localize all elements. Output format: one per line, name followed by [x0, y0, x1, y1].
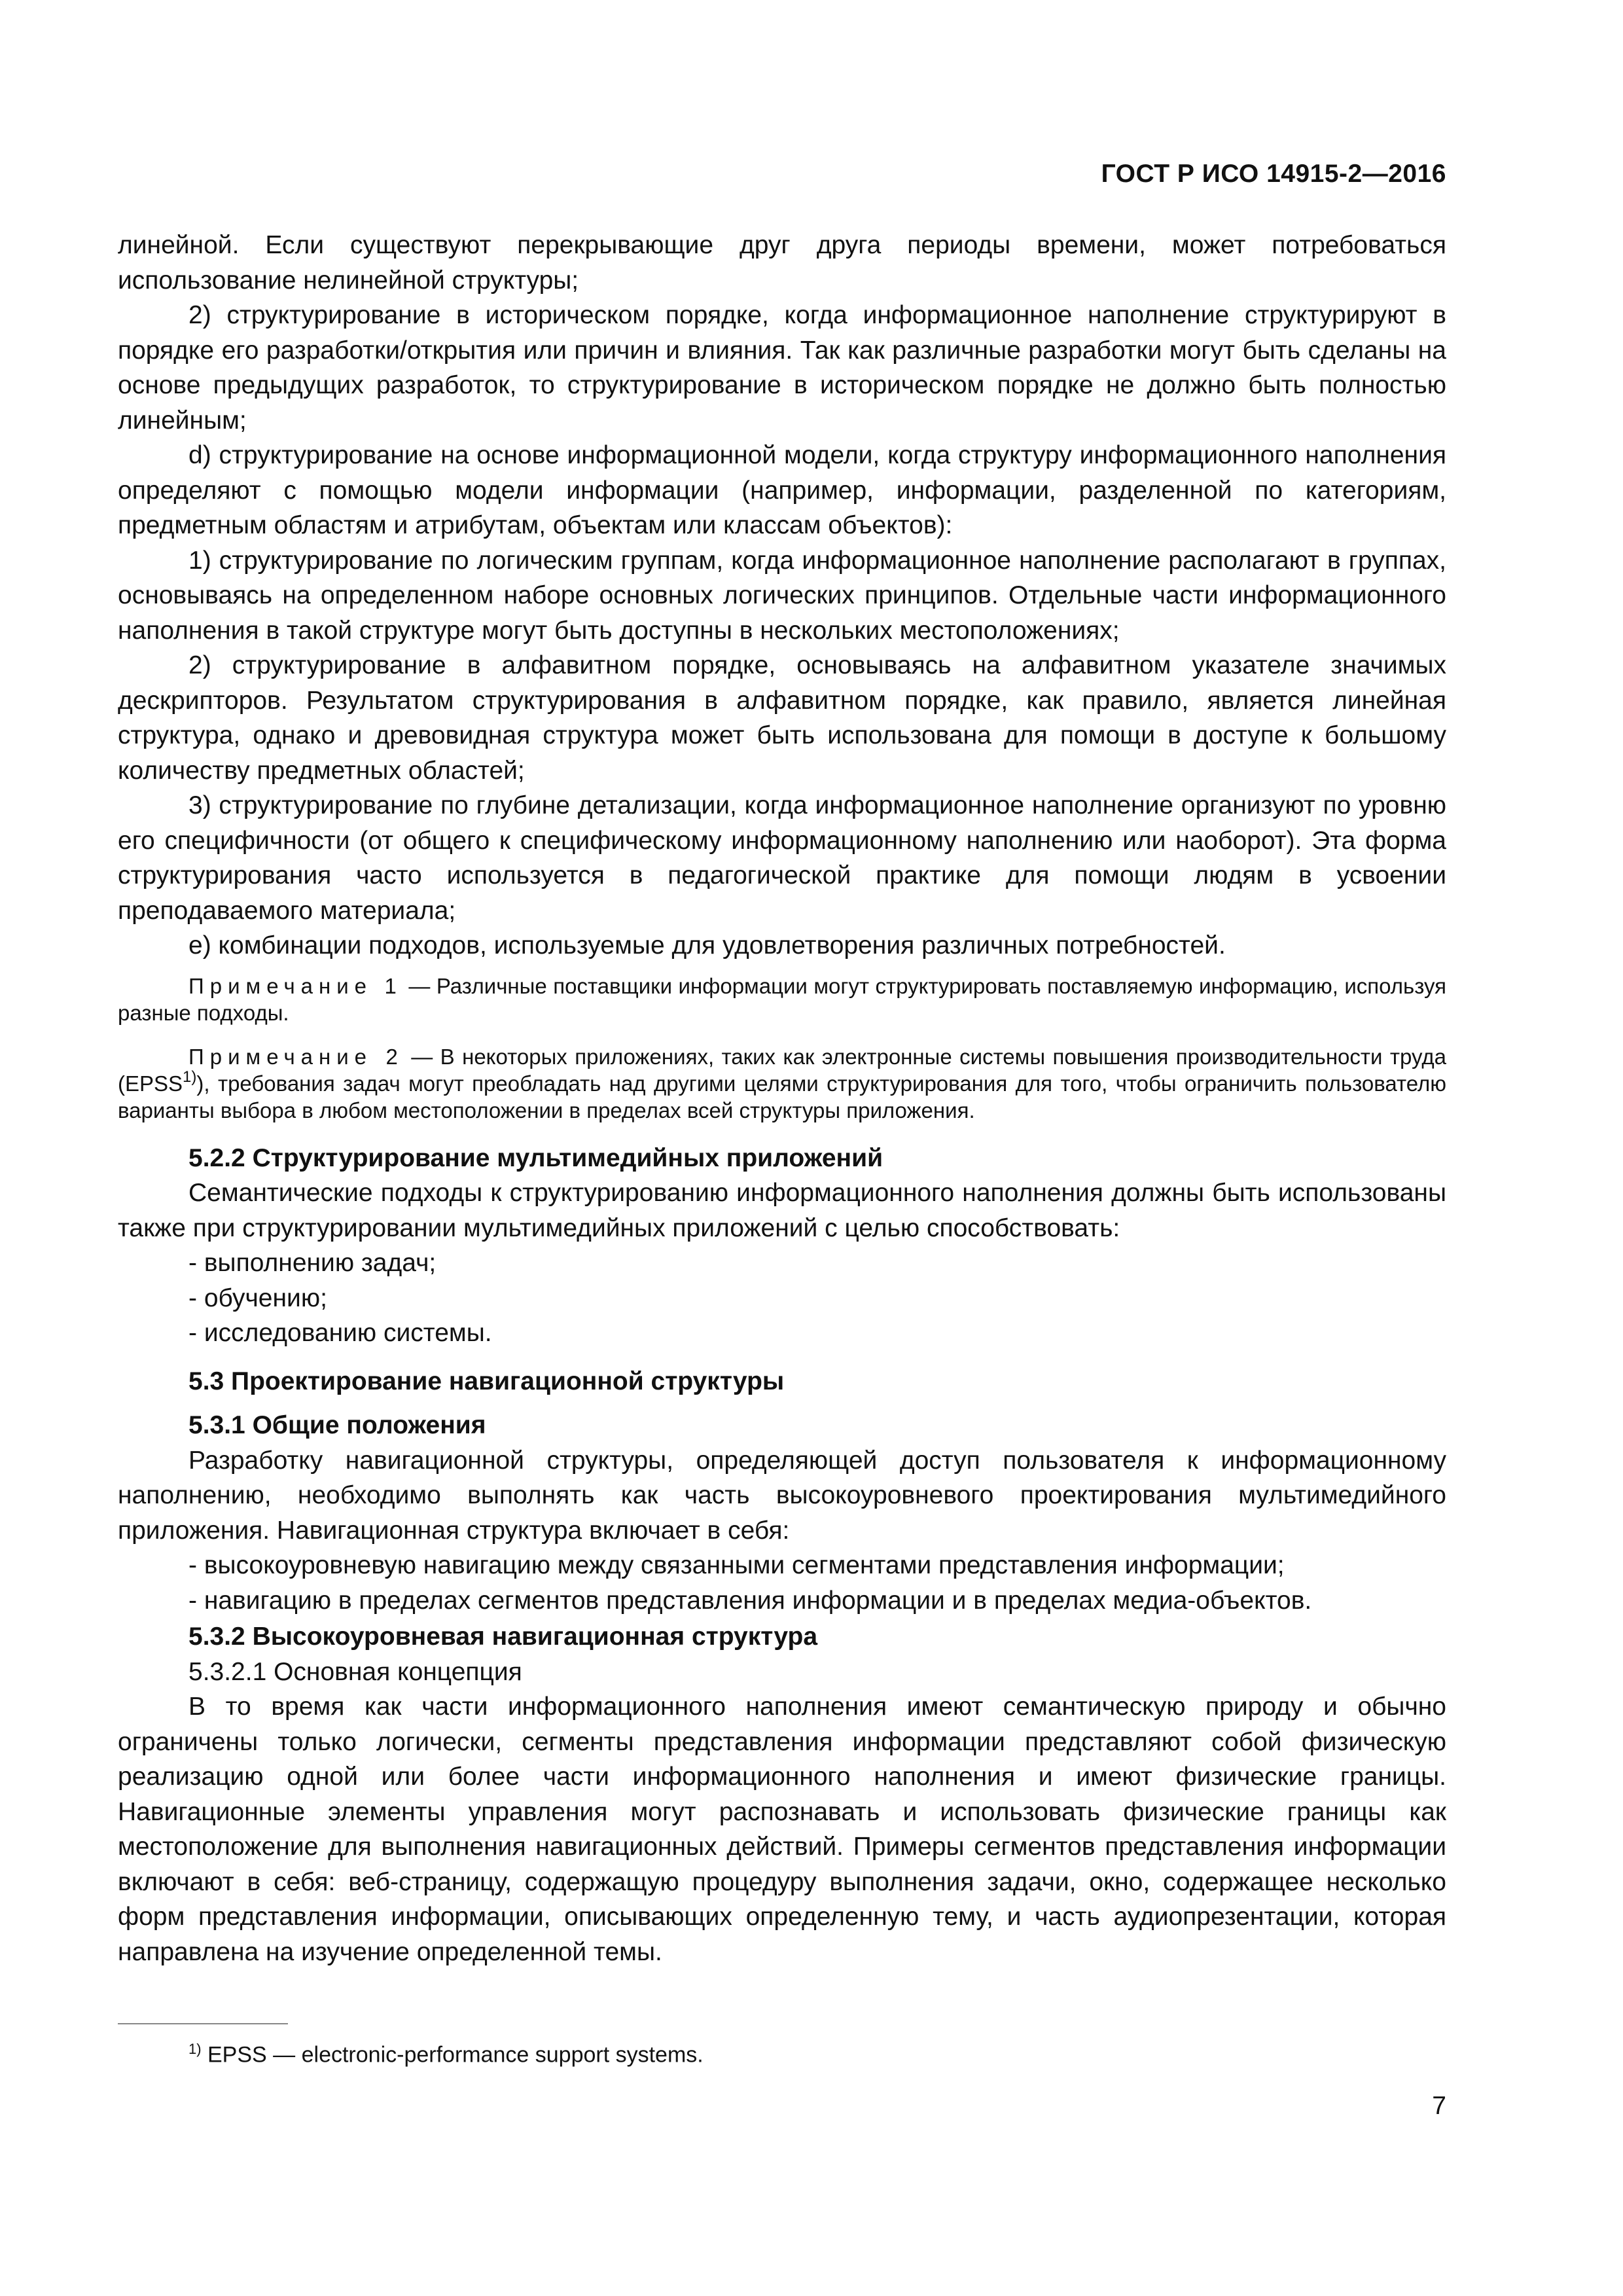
paragraph: 2) структурирование в алфавитном порядке, основываясь на алфавитном указателе значимых дескрипторов. Результатом структурирования в алфавитном порядке, как правило, является линейная структура, однако и древовидная структура может быть использована для помощи в доступе к большому количеству предметных областей;: [118, 651, 1446, 785]
list-item: - навигацию в пределах сегментов представления информации и в пределах медиа-объектов.: [188, 1586, 1312, 1615]
footnote-reference[interactable]: 1): [183, 1067, 197, 1086]
paragraph: 2) структурирование в историческом порядке, когда информационное наполнение структурируют в порядке его разработки/открытия или причин и влияния. Так как различные разработки могут быть сделаны на основе предыдущих разработок, то структурирование в историческом порядке не должно быть полностью линейным;: [118, 301, 1446, 435]
note-1: [118, 973, 1446, 1026]
section-heading-5-3-2: 5.3.2 Высокоуровневая навигационная структура: [188, 1623, 818, 1651]
paragraph: Семантические подходы к структурированию информационного наполнения должны быть использованы также при структурировании мультимедийных приложений с целью способствовать:: [118, 1179, 1446, 1242]
document-code-header: ГОСТ Р ИСО 14915-2—2016: [1101, 160, 1446, 188]
note-label: Примечание 2: [188, 1044, 404, 1069]
note-text: ), требования задач могут преобладать над другими целями структурирования для того, чтобы ограничить пользователю варианты выбора в любом местоположении в пределах всей структуры приложения.: [118, 1071, 1446, 1122]
section-heading-5-3: 5.3 Проектирование навигационной структуры: [188, 1367, 785, 1395]
paragraph: Разработку навигационной структуры, определяющей доступ пользователя к информационному наполнению, необходимо выполнять как часть высокоуровневого проектирования мультимедийного приложения. Навигационная структура включает в себя:: [118, 1446, 1446, 1545]
note-label: Примечание 1: [188, 973, 402, 998]
paragraph: линейной. Если существуют перекрывающие друг друга периоды времени, может потребоваться использование нелинейной структуры;: [118, 231, 1446, 295]
subsection-heading-5-3-2-1: 5.3.2.1 Основная концепция: [188, 1657, 522, 1686]
note-text: — В некоторых приложениях, таких как электронные системы повышения производительности труда (EPSS: [118, 1044, 1446, 1096]
footnote-text: EPSS — electronic-performance support systems.: [201, 2042, 704, 2068]
list-item: - исследованию системы.: [188, 1319, 492, 1347]
list-item: - высокоуровневую навигацию между связанными сегментами представления информации;: [188, 1551, 1285, 1579]
footnote-divider: [118, 2023, 288, 2024]
paragraph: 1) структурирование по логическим группам, когда информационное наполнение располагают в группах, основываясь на определенном наборе основных логических принципов. Отдельные части информационного наполнения в такой структуре могут быть доступны в нескольких местоположениях;: [118, 546, 1446, 645]
section-heading-5-2-2: 5.2.2 Структурирование мультимедийных приложений: [188, 1143, 883, 1172]
list-item: - обучению;: [188, 1283, 327, 1312]
footnote: [188, 2041, 704, 2068]
note-text: — Различные поставщики информации могут структурировать поставляемую информацию, используя разные подходы.: [118, 973, 1447, 1025]
paragraph: e) комбинации подходов, используемые для удовлетворения различных потребностей.: [188, 931, 1226, 960]
paragraph: d) структурирование на основе информационной модели, когда структуру информационного наполнения определяют с помощью модели информации (например, информации, разделенной по категориям, предметным областям и атрибутам, объектам или классам объектов):: [118, 441, 1446, 539]
paragraph: 3) структурирование по глубине детализации, когда информационное наполнение организуют по уровню его специфичности (от общего к специфическому информационному наполнению или наоборот). Эта форма структурирования часто используется в педагогической практике для помощи людям в усвоении преподаваемого материала;: [118, 791, 1446, 925]
footnote-marker: 1): [188, 2041, 202, 2057]
page-number: 7: [1432, 2092, 1446, 2120]
list-item: - выполнению задач;: [188, 1249, 437, 1277]
note-2: [118, 1043, 1446, 1124]
paragraph: В то время как части информационного наполнения имеют семантическую природу и обычно ограничены только логически, сегменты представления информации представляют собой физическую реализацию одной или более части информационного наполнения и имеют физические границы. Навигационные элементы управления могут распознавать и использовать физические границы как местоположение для выполнения навигационных действий. Примеры сегментов представления информации включают в себя: веб-страницу, содержащую процедуру выполнения задачи, окно, содержащее несколько форм представления информации, описывающих определенную тему, и часть аудиопрезентации, которая направлена на изучение определенной темы.: [118, 1693, 1446, 1966]
section-heading-5-3-1: 5.3.1 Общие положения: [188, 1411, 486, 1439]
page-body: [118, 228, 1446, 1969]
